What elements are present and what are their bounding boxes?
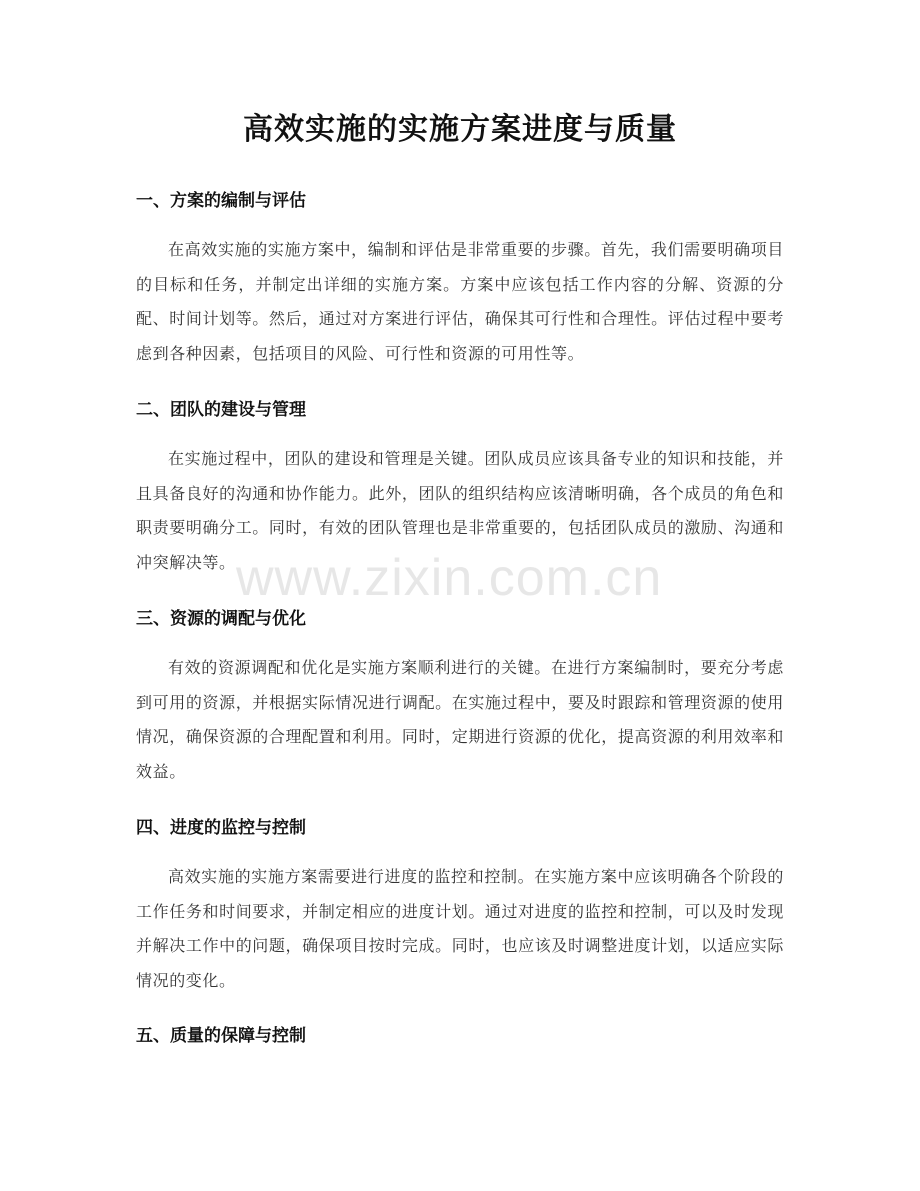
section-heading-2: 二、团队的建设与管理	[136, 400, 306, 420]
page-title: 高效实施的实施方案进度与质量	[243, 112, 677, 147]
section-heading-4: 四、进度的监控与控制	[136, 818, 306, 838]
section-paragraph-3: 有效的资源调配和优化是实施方案顺利进行的关键。在进行方案编制时，要充分考虑到可用的资源，并根据实际情况进行调配。在实施过程中，要及时跟踪和管理资源的使用情况，确保资源的合理配置和利用。同时，定期进行资源的优化，提高资源的利用效率和效益。	[136, 658, 784, 781]
section-paragraph-4: 高效实施的实施方案需要进行进度的监控和控制。在实施方案中应该明确各个阶段的工作任务和时间要求，并制定相应的进度计划。通过对进度的监控和控制，可以及时发现并解决工作中的问题，确保项目按时完成。同时，也应该及时调整进度计划，以适应实际情况的变化。	[136, 867, 784, 990]
watermark: www.zixin.com.cn	[236, 549, 663, 607]
section-paragraph-1: 在高效实施的实施方案中，编制和评估是非常重要的步骤。首先，我们需要明确项目的目标和任务，并制定出详细的实施方案。方案中应该包括工作内容的分解、资源的分配、时间计划等。然后，通过对方案进行评估，确保其可行性和合理性。评估过程中要考虑到各种因素，包括项目的风险、可行性和资源的可用性等。	[136, 240, 784, 363]
section-heading-5: 五、质量的保障与控制	[136, 1026, 306, 1046]
section-heading-3: 三、资源的调配与优化	[136, 609, 306, 629]
section-paragraph-2: 在实施过程中，团队的建设和管理是关键。团队成员应该具备专业的知识和技能，并且具备良好的沟通和协作能力。此外，团队的组织结构应该清晰明确，各个成员的角色和职责要明确分工。同时，有效的团队管理也是非常重要的，包括团队成员的激励、沟通和冲突解决等。	[136, 449, 784, 572]
section-heading-1: 一、方案的编制与评估	[136, 191, 306, 211]
